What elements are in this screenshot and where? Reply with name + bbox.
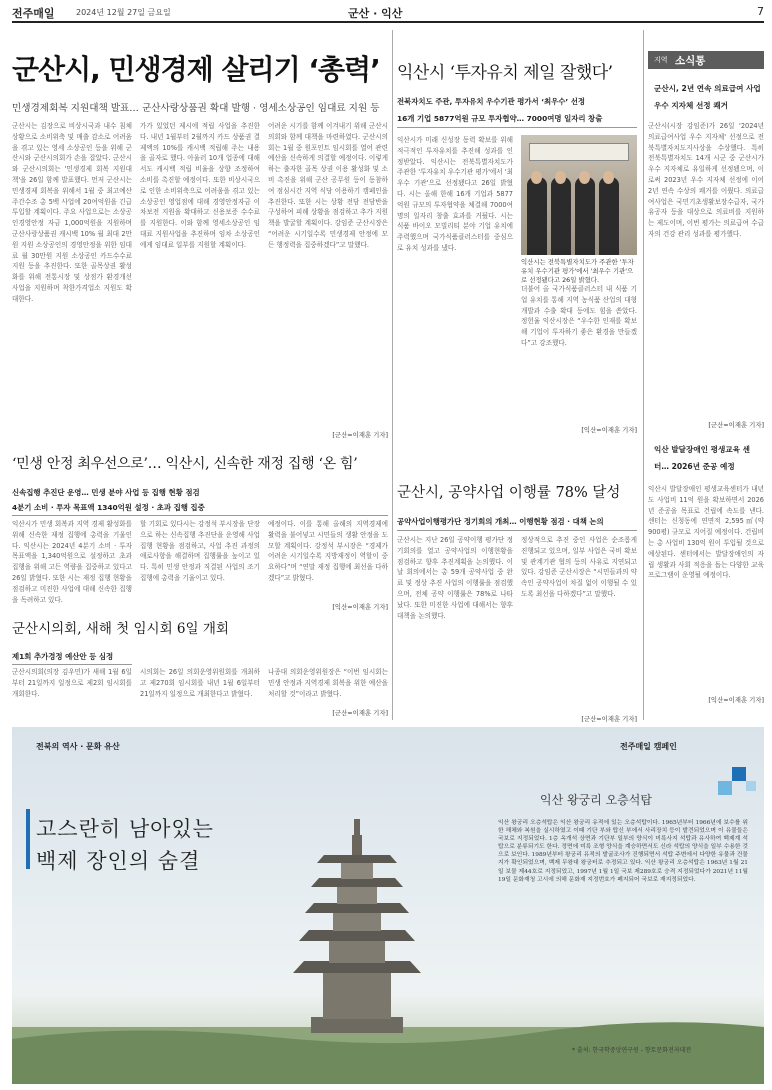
- article1-byline: [군산=이재훈 기자]: [332, 431, 388, 439]
- article1-col2: 가가 있었던 제시에 적립 사업을 추진한다. 내년 1월부터 2월까지 카드 상품권 결제액의 10%를 캐시백 적립해 주는 내용을 골자로 했다. 아울러 10개 업종에 대해서도 캐시백 적립 비율을 상향 조정하여 소비를 촉진할 예정이다. 또한 비상시국으로 인한 소비위축으로 어려움을 겪고 있는 소상공인 영업점에 대해 경영안정자금 이차보전 지원을 확대하고 신용보증 수수료를 지원한다. 이와 함께 영세소상공인 임대료 지원사업을 추진하며 임차 소상공인에게 임대료 일부를 지원할 계획이다.: [140, 122, 260, 249]
- ad-headline-line2: 백제 장인의 숨결: [36, 849, 201, 873]
- photo-banner: [529, 143, 629, 161]
- photo-person-head: [531, 171, 542, 184]
- article5-col2: 시의회는 26일 의회운영위원회를 개최하고 제270회 임시회를 내년 1월 6일부터 21일까지 일정으로 개최한다고 밝혔다.: [140, 668, 260, 698]
- article3-headline: ‘민생 안정 최우선으로’… 익산시, 신속한 재정 집행 ‘온 힘’: [12, 456, 358, 472]
- article2-subheadline-1: 전북자치도 주관, 투자유치 우수기관 평가서 ‘최우수’ 선정: [397, 97, 586, 106]
- article2-byline: [익산=이재훈 기자]: [581, 426, 637, 434]
- article4-rule: [397, 530, 637, 531]
- article3-byline: [익산=이재훈 기자]: [332, 603, 388, 611]
- article2-col2-wrap: [521, 284, 637, 437]
- section-name: 군산 · 익산: [348, 7, 403, 20]
- article3-col2: 할 기회로 있다시는 강정석 부시장을 단장으로 하는 신속집행 추진단을 운영해 사업 집행 현황을 점검하고, 사업 추진 과정의 애로사항을 해결하며 집행률을 높이고 있다. 특히 민생 안정과 직결된 사업의 조기 집행에 총력을 기울이고 있다.: [140, 520, 260, 582]
- page-number: 7: [757, 5, 764, 18]
- campaign-ad: [12, 727, 764, 1084]
- ad-accent-bar: [26, 809, 30, 869]
- article1-col3-wrap: [268, 121, 388, 439]
- article4-col2-wrap: [521, 535, 637, 723]
- photo-caption: 익산시는 전북특별자치도가 주관한 '투자유치 우수기관 평가'에서 '최우수 기관'으로 선정됐다고 26일 밝혔다.: [521, 258, 634, 284]
- ad-description: 익산 왕궁리 오층석탑은 익산 왕궁리 유적에 있는 오층석탑이다. 1965년부터 1966년에 보수를 위한 해체와 복원을 실시하였고 이때 기단 부와 탑신 부에서 사리장치 등이 발견되었으며 이 유물들은 국보로 지정되었다. 1층 옥개석 상면과 기단부 일부의 양식이 미륵사지 석탑과 유사하여 백제계 석탑으로 분류되기도 한다. 정면에 미륵 조형 양식을 계승하면서도 신라 석탑의 양식을 일부 수용한 것으로 보인다. 1989년부터 왕궁리 유적의 발굴조사가 진행되면서 석탑 주변에서 다양한 유물과 건물지가 확인되었으며, 백제 무왕대 왕궁터로 추정되고 있다. 익산 왕궁리 오층석탑은 1963년 1월 21일 보물 제44호로 지정되었고, 1997년 1월 1일 국보 제289호로 승격 지정되었다가 2021년 11월 19일 문화재청 고시에 의해 문화재 지정번호가 폐지되어 국보로 재지정되었다.: [498, 820, 748, 883]
- newspaper-brand: 전주매일: [12, 7, 55, 20]
- photo-person-head: [579, 171, 590, 184]
- article3-subheadline-2: 4분기 소비 · 투자 목표액 1340억원 설정 · 초과 집행 집중: [12, 503, 205, 512]
- decorative-square: [718, 781, 732, 795]
- photo-person: [575, 177, 595, 255]
- sidebar-news1-body: 군산시(시장 강임준)가 26일 '2024년 의료급여사업 우수 지자체' 선정으로 전북특별자치도지사상을 수상했다. 특히 전북특별자치도 14개 시군 중 군산시가 우수 지자체로 유일하게 선정됐으며, 이로써 2023년 우수 지자체 선정에 이어 2년 연속 수상의 쾌거를 이뤘다. 의료급여사업은 국민기초생활보장수급자, 국가유공자 등을 대상으로 의료비를 지원하는 제도이며, 이번 평가는 의료급여 수급자의 건강 관리 성과를 평가했다.: [648, 122, 764, 238]
- article1-headline: 군산시, 민생경제 살리기 ‘총력’: [12, 53, 380, 86]
- column-divider: [392, 30, 393, 720]
- photo-person-head: [555, 171, 566, 184]
- article3-subheadline-1: 신속집행 추진단 운영… 민생 분야 사업 등 집행 현황 점검: [12, 488, 200, 497]
- article5-headline: 군산시의회, 새해 첫 임시회 6일 개회: [12, 621, 229, 637]
- article3-col3-wrap: [268, 519, 388, 611]
- article3-col1: 익산시가 민생 회복과 지역 경제 활성화를 위해 신속한 재정 집행에 총력을 기울인다. 익산시는 2024년 4분기 소비 · 투자 목표액을 1,340억원으로 설정하고 초과 집행을 위해 고든 역량을 집중하고 있다고 26일 밝혔다. 또한 시는 재정 집행 현황을 점검하고 미진한 사업에 대해 신속한 집행을 독려하고 있다.: [12, 520, 132, 604]
- article3-rule: [12, 515, 388, 516]
- article5-col3-wrap: [268, 667, 388, 717]
- ad-campaign-label: 전주매일 캠페인: [620, 742, 677, 751]
- sidebar-news1-wrap: [648, 121, 764, 433]
- article5-col1: 군산시의회(의장 김우민)가 새해 1월 6일부터 21일까지 일정으로 제2회 임시회를 개회한다.: [12, 668, 132, 698]
- sidebar-header: [648, 51, 764, 69]
- article1-col1: 군산시는 김장으로 비상시국과 내수 침체 상황으로 소비위축 및 매출 감소로 어려움을 겪고 있는 영세 소상공인 등을 위해 군산시와 군산시의회가 손을 잡았다. 군산시와 군산시의회는 '민생경제 회복 지원대책'을 26일 함께 발표했다. 먼저 군산시는 민생경제 회복을 위해서 1월 중 최고예산 주간수조 총 5백 사업에 20여억원을 긴급 투입할 계획이다. 주요 사업으로는 소상공인경영안정 자금 1,000억원을 지원하며 군산사랑상품권 캐시백 10% 월 최대 2만원 지원 소상공인의 경영안정을 위한 임대료 월 30만원 지원 소상공인 카드수수료 지원 등을 추진한다. 또한 골목상권 활성화를 위해 전통시장 및 상점가 환경개선 사업을 지원하며 착한가격업소 지원도 확대한다.: [12, 122, 132, 303]
- sidebar-news2-wrap: [648, 484, 764, 710]
- sidebar-news1-byline: [군산=이재훈 기자]: [708, 421, 764, 429]
- header-rule: [12, 21, 764, 23]
- sidebar-tag: 지역: [654, 56, 668, 64]
- decorative-square: [746, 781, 756, 791]
- sidebar-news1-headline: 군산시, 2년 연속 의료급여 사업 우수 지자체 선정 쾌거: [654, 84, 761, 110]
- sidebar-news2-byline: [익산=이재훈 기자]: [708, 696, 764, 704]
- article4-subheadline: 공약사업이행평가단 정기회의 개최… 이행현황 점검 · 대책 논의: [397, 517, 604, 526]
- article4-body: [397, 535, 637, 723]
- photo-person: [527, 177, 547, 255]
- article2-headline: 익산시 ‘투자유치 제일 잘했다’: [397, 63, 613, 83]
- photo-person: [551, 177, 571, 255]
- article3-body: [12, 519, 388, 611]
- ad-source-credit: * 출처: 한국학중앙연구원 - 향토문화전자대전: [572, 1047, 692, 1054]
- article1-subheadline: 민생경제회복 지원대책 발표… 군산사랑상품권 확대 발행 · 영세소상공인 임대료 지원 등: [12, 103, 380, 114]
- decorative-square: [732, 767, 746, 781]
- column-divider: [643, 30, 644, 720]
- article4-col2: 정상적으로 추진 중인 사업은 순조롭게 진행되고 있으며, 일부 사업은 국비 확보 및 관계기관 협의 등의 사유로 지연되고 있다. 강임준 군산시장은 “시민들과의 약속인 공약사업이 차질 없이 이행될 수 있도록 최선을 다하겠다”고 말했다.: [521, 536, 637, 598]
- article2-col1: 익산시가 미래 신성장 동력 확보를 위해 적극적인 투자유치를 추진해 성과를 인정받았다. 익산시는 전북특별자치도가 주관한 '투자유치 우수기관 평가'에서 '최우수 기관'으로 선정됐다고 26일 밝혔다. 시는 올해 한해 16개 기업과 5877억원 규모의 투자협약을 체결해 7000여 명의 일자리 창출 효과를 거뒀다. 시는 식품 바이오 모빌리티 분야 기업 유치에 주력했으며 국가식품클러스터를 중심으로 유치 성과를 냈다.: [397, 136, 513, 252]
- article5-byline: [군산=이재훈 기자]: [332, 709, 388, 717]
- ad-subject-title: 익산 왕궁리 오층석탑: [540, 793, 652, 807]
- sidebar-news2-body: 익산시 발달장애인 평생교육센터가 내년도 사업비 11억 원을 확보하면서 2026년 준공을 목표로 건립에 속도를 낸다. 센터는 신청동에 연면적 2,595㎡(약 900평) 규모로 지어질 예정이다. 건립비는 총 사업비 130억 원이 투입될 것으로 예상된다. 센터에서는 발달장애인의 자립 생활과 사회 적응을 돕는 다양한 교육 프로그램이 운영될 예정이다.: [648, 485, 764, 580]
- article5-col3: 나종대 의회운영위원장은 “이번 임시회는 민생 안정과 지역경제 회복을 위한 예산을 처리할 것”이라고 밝혔다.: [268, 668, 388, 698]
- page-header: [12, 4, 764, 20]
- article5-subheadline: 제1회 추가경정 예산안 등 심정: [12, 652, 114, 661]
- award-photo: [521, 135, 637, 255]
- photo-person: [599, 177, 619, 255]
- article2-rule: [397, 127, 637, 128]
- article2-subheadline-2: 16개 기업 5877억원 규모 투자협약… 7000여명 일자리 창출: [397, 114, 603, 123]
- article5-rule: [12, 664, 132, 665]
- article5-body: [12, 667, 388, 717]
- article2-col2: 더불어 올 국가식품클러스터 내 식품 기업 유치를 통해 지역 농식품 산업의 대형 개발과 수출 확대 등에도 힘을 쏟았다. 정헌율 익산시장은 “우수한 인재를 확보해 기업이 투자하기 좋은 환경을 만들겠다”고 강조했다.: [521, 285, 637, 347]
- article4-headline: 군산시, 공약사업 이행률 78% 달성: [397, 485, 621, 501]
- ad-headline-line1: 고스란히 남아있는: [36, 817, 214, 841]
- article3-col3: 예정이다. 이를 통해 올해의 지역경제에 활력을 불어넣고 시민들의 생활 안정을 도모할 계획이다. 강정석 부시장은 “경제가 어려운 시기일수록 지방재정이 역할이 중요하다”며 “연말 재정 집행에 최선을 다하겠다”고 밝혔다.: [268, 520, 388, 582]
- ad-series-label: 전북의 역사 · 문화 유산: [36, 742, 120, 751]
- article4-col1: 군산시는 지난 26일 공약이행 평가단 정기회의를 열고 공약사업의 이행현황을 점검하고 향후 추진계획을 논의했다. 이날 회의에서는 총 59개 공약사업 중 완료 및 정상 추진 사업의 이행률을 점검했으며, 전체 공약 이행률은 78%로 나타났다. 또한 미진한 사업에 대해서는 향후 대책을 논의했다.: [397, 536, 513, 620]
- sidebar-title: 소식통: [675, 55, 706, 67]
- issue-date: 2024년 12월 27일 금요일: [76, 8, 171, 17]
- article4-byline: [군산=이재훈 기자]: [581, 715, 637, 723]
- article1-body: [12, 121, 388, 439]
- photo-person-head: [603, 171, 614, 184]
- article1-col3: 어려운 시기를 함께 이겨내기 위해 군산시의회와 함께 대책을 마련하였다. 군산시의회는 1월 중 원포인트 임시회를 열어 관련 예산을 신속하게 의결할 예정이다. 이렇게 하는 출자한 골목 상권 이용 활성화 및 소비 촉진을 위해 군산 공무원 등이 동참하여 점심시간 지역 식당 이용하기 캠페인을 추진한다. 또한 시는 상황 전담 전담반을 구성하여 피해 상황을 점검하고 추가 지원책을 발굴할 계획이다. 강임준 군산시장은 “어려운 시기일수록 민생경제 안정에 모든 행정력을 집중하겠다”고 말했다.: [268, 122, 388, 249]
- sidebar-news2-headline: 익산 발달장애인 평생교육 센터… 2026년 준공 예정: [654, 445, 750, 471]
